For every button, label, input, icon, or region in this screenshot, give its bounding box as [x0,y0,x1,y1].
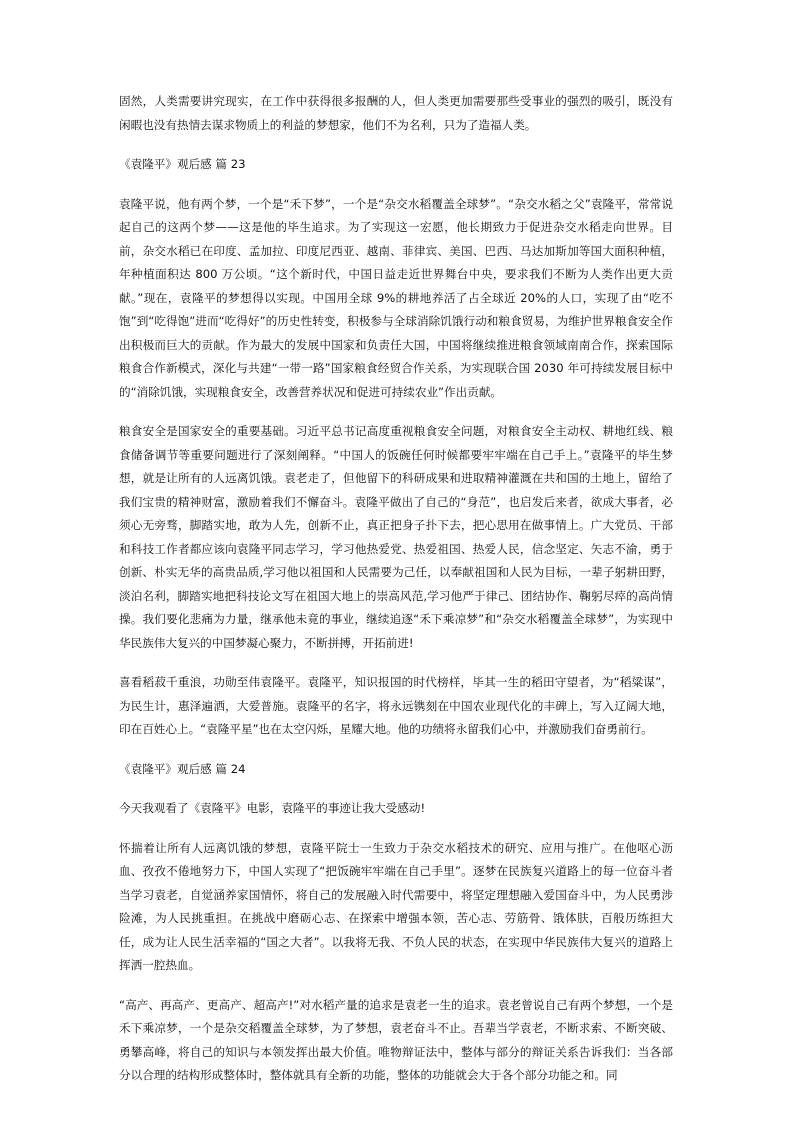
paragraph-food-security: 粮食安全是国家安全的重要基础。习近平总书记高度重视粮食安全问题，对粮食安全主动权、耕地红线、粮食储备调节等重要问题进行了深刻阐释。“中国人的饭碗任何时候都要牢牢端在自己手上。”袁隆平的毕生梦想，就是让所有的人远离饥饿。袁老走了，但他留下的科研成果和进取精神灌溉在共和国的土地上，留给了我们宝贵的精神财富，激励着我们不懈奋斗。袁隆平做出了自己的“身范”，也启发后来者，欲成大事者，必须心无旁骛，脚踏实地，敢为人先，创新不止，真正把身子扑下去，把心思用在做事情上。广大党员、干部和科技工作者都应该向袁隆平同志学习，学习他热爱党、热爱祖国、热爱人民，信念坚定、矢志不渝，勇于创新、朴实无华的高贵品质,学习他以祖国和人民需要为己任，以奉献祖国和人民为目标，一辈子躬耕田野，淡泊名利，脚踏实地把科技论文写在祖国大地上的崇高风范,学习他严于律己、团结协作、鞠躬尽瘁的高尚情操。我们要化悲痛为力量，继承他未竟的事业，继续追逐“禾下乘凉梦”和“杂交水稻覆盖全球梦”，为实现中华民族伟大复兴的中国梦凝心聚力，不断拼搏，开拓前进! [119,424,673,650]
section-heading-23: 《袁隆平》观后感 篇 23 [119,157,246,171]
paragraph-high-yield: “高产、再高产、更高产、超高产!”对水稻产量的追求是袁老一生的追求。袁老曾说自己有两个梦想，一个是禾下乘凉梦，一个是杂交稻覆盖全球梦，为了梦想，袁老奋斗不止。吾辈当学袁老，不断求索、不断突破、勇攀高峰，将自己的知识与本领发挥出最大价值。唯物辩证法中，整体与部分的辩证关系告诉我们：当各部分以合理的结构形成整体时，整体就具有全新的功能，整体的功能就会大于各个部分功能之和。同 [119,997,673,1082]
paragraph-two-dreams: 袁隆平说，他有两个梦，一个是“禾下梦”，一个是“杂交水稻覆盖全球梦”。“杂交水稻之父”袁隆平，常常说起自己的这两个梦——这是他的毕生追求。为了实现这一宏愿，他长期致力于促进杂交水稻走向世界。目前，杂交水稻已在印度、孟加拉、印度尼西亚、越南、菲律宾、美国、巴西、马达加斯加等国大面积种植，年种植面积达 800 万公顷。“这个新时代，中国日益走近世界舞台中央，要求我们不断为人类作出更大贡献。”现在，袁隆平的梦想得以实现。中国用全球 9%的耕地养活了占全球近 20%的人口，实现了由“吃不饱”到“吃得饱”进而“吃得好”的历史性转变，积极参与全球消除饥饿行动和粮食贸易，为维护世界粮食安全作出积极而巨大的贡献。作为最大的发展中国家和负责任大国，中国将继续推进粮食领域南南合作，探索国际粮食合作新模式，深化与共建“一带一路”国家粮食经贸合作关系，为实现联合国 2030 年可持续发展目标中的“消除饥饿，实现粮食安全，改善营养状况和促进可持续农业”作出贡献。 [119,196,673,399]
paragraph-movie-intro: 今天我观看了《袁隆平》电影，袁隆平的事迹让我大受感动! [119,801,426,815]
paragraph-dream-pursuit: 怀揣着让所有人远离饥饿的梦想，袁隆平院士一生致力于杂交水稻技术的研究、应用与推广。在他呕心沥血、孜孜不倦地努力下，中国人实现了“把饭碗牢牢端在自己手里”。逐梦在民族复兴道路上的每一位奋斗者当学习袁老，自觉涵养家国情怀，将自己的发展融入时代需要中，将坚定理想融入爱国奋斗中，为人民勇涉险滩，为人民挑重担。在挑战中磨砺心志、在探索中增强本领，苦心志、劳筋骨、饿体肤，百般历练担大任，成为让人民生活幸福的“国之大者”。以我将无我、不负人民的状态，在实现中华民族伟大复兴的道路上挥洒一腔热血。 [119,840,673,972]
paragraph-intro: 固然，人类需要讲究现实，在工作中获得很多报酬的人，但人类更加需要那些受事业的强烈的吸引，既没有闲暇也没有热情去谋求物质上的利益的梦想家，他们不为名利，只为了造福人类。 [119,94,673,132]
section-heading-24: 《袁隆平》观后感 篇 24 [119,761,246,776]
document-page [119,90,673,1104]
paragraph-tribute: 喜看稻菽千重浪，功勋至伟袁隆平。袁隆平，知识报国的时代榜样，毕其一生的稻田守望者，为“稻粱谋”，为民生计，惠泽遍洒，大爱普施。袁隆平的名字，将永远镌刻在中国农业现代化的丰碑上，写入辽阔大地，印在百姓心上。“袁隆平星”也在太空闪烁，星耀大地。他的功绩将永留我们心中，并激励我们奋勇前行。 [119,675,673,736]
